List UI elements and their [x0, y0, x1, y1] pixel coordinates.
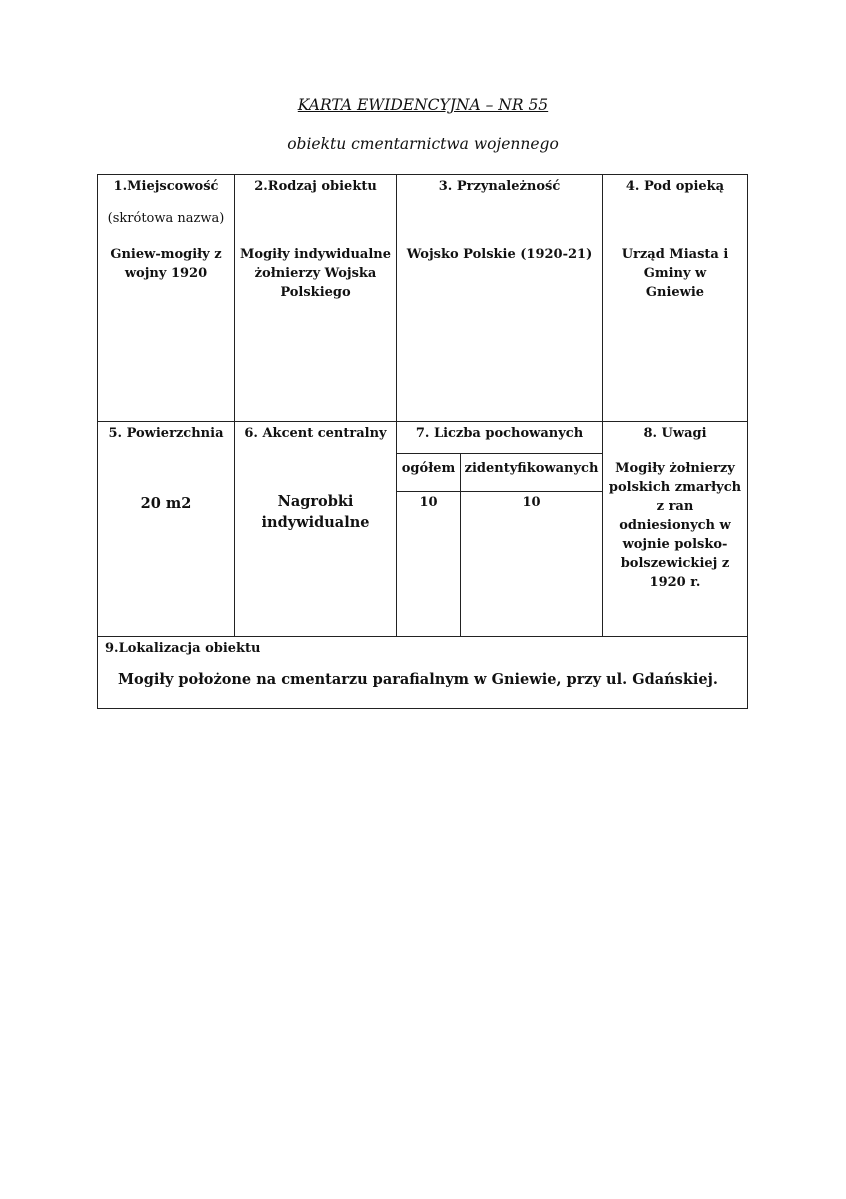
rodzaj-value: Mogiły indywidualne żołnierzy Wojska Polskiego — [240, 247, 391, 300]
zidentyfikowanych-value: 10 — [522, 495, 541, 510]
przynaleznosc-label: 3. Przynależność — [438, 179, 561, 194]
lokalizacja-value: Mogiły położone na cmentarzu parafialnym w Gniewie, przy ul. Gdańskiej. — [118, 671, 718, 688]
liczba-split-line — [460, 453, 461, 636]
rodzaj-label: 2.Rodzaj obiektu — [254, 179, 377, 194]
lokalizacja-label: 9.Lokalizacja obiektu — [105, 641, 261, 656]
liczba-header-line — [396, 453, 602, 454]
card-title: KARTA EWIDENCYJNA – NR 55 — [297, 96, 549, 114]
record-card — [97, 174, 748, 709]
miejscowosc-value: Gniew-mogiły z wojny 1920 — [110, 247, 222, 281]
akcent-label: 6. Akcent centralny — [244, 426, 387, 441]
opieka-label: 4. Pod opieką — [625, 179, 725, 194]
col1-line — [234, 175, 235, 636]
card-subtitle: obiektu cmentarnictwa wojennego — [287, 135, 559, 153]
liczba-label: 7. Liczba pochowanych — [415, 426, 584, 441]
przynaleznosc-value: Wojsko Polskie (1920-21) — [406, 247, 593, 262]
opieka-value: Urząd Miasta i Gminy w Gniewie — [621, 247, 729, 300]
row1-bottom-line — [98, 421, 747, 422]
liczba-subheader-line — [396, 491, 602, 492]
powierzchnia-label: 5. Powierzchnia — [108, 426, 224, 441]
uwagi-value: Mogiły żołnierzy polskich zmarłych z ran odniesionych w wojnie polsko-bolszewickiej z 1920 r. — [608, 461, 742, 590]
col3-line — [602, 175, 603, 636]
akcent-value: Nagrobki indywidualne — [261, 493, 370, 531]
ogolem-label: ogółem — [401, 461, 456, 476]
uwagi-label: 8. Uwagi — [643, 426, 707, 441]
powierzchnia-value: 20 m2 — [140, 495, 192, 512]
zidentyfikowanych-label: zidentyfikowanych — [464, 461, 599, 476]
ogolem-value: 10 — [419, 495, 438, 510]
miejscowosc-note: (skrótowa nazwa) — [107, 211, 225, 226]
row2-bottom-line — [98, 636, 747, 637]
miejscowosc-label: 1.Miejscowość — [113, 179, 219, 194]
